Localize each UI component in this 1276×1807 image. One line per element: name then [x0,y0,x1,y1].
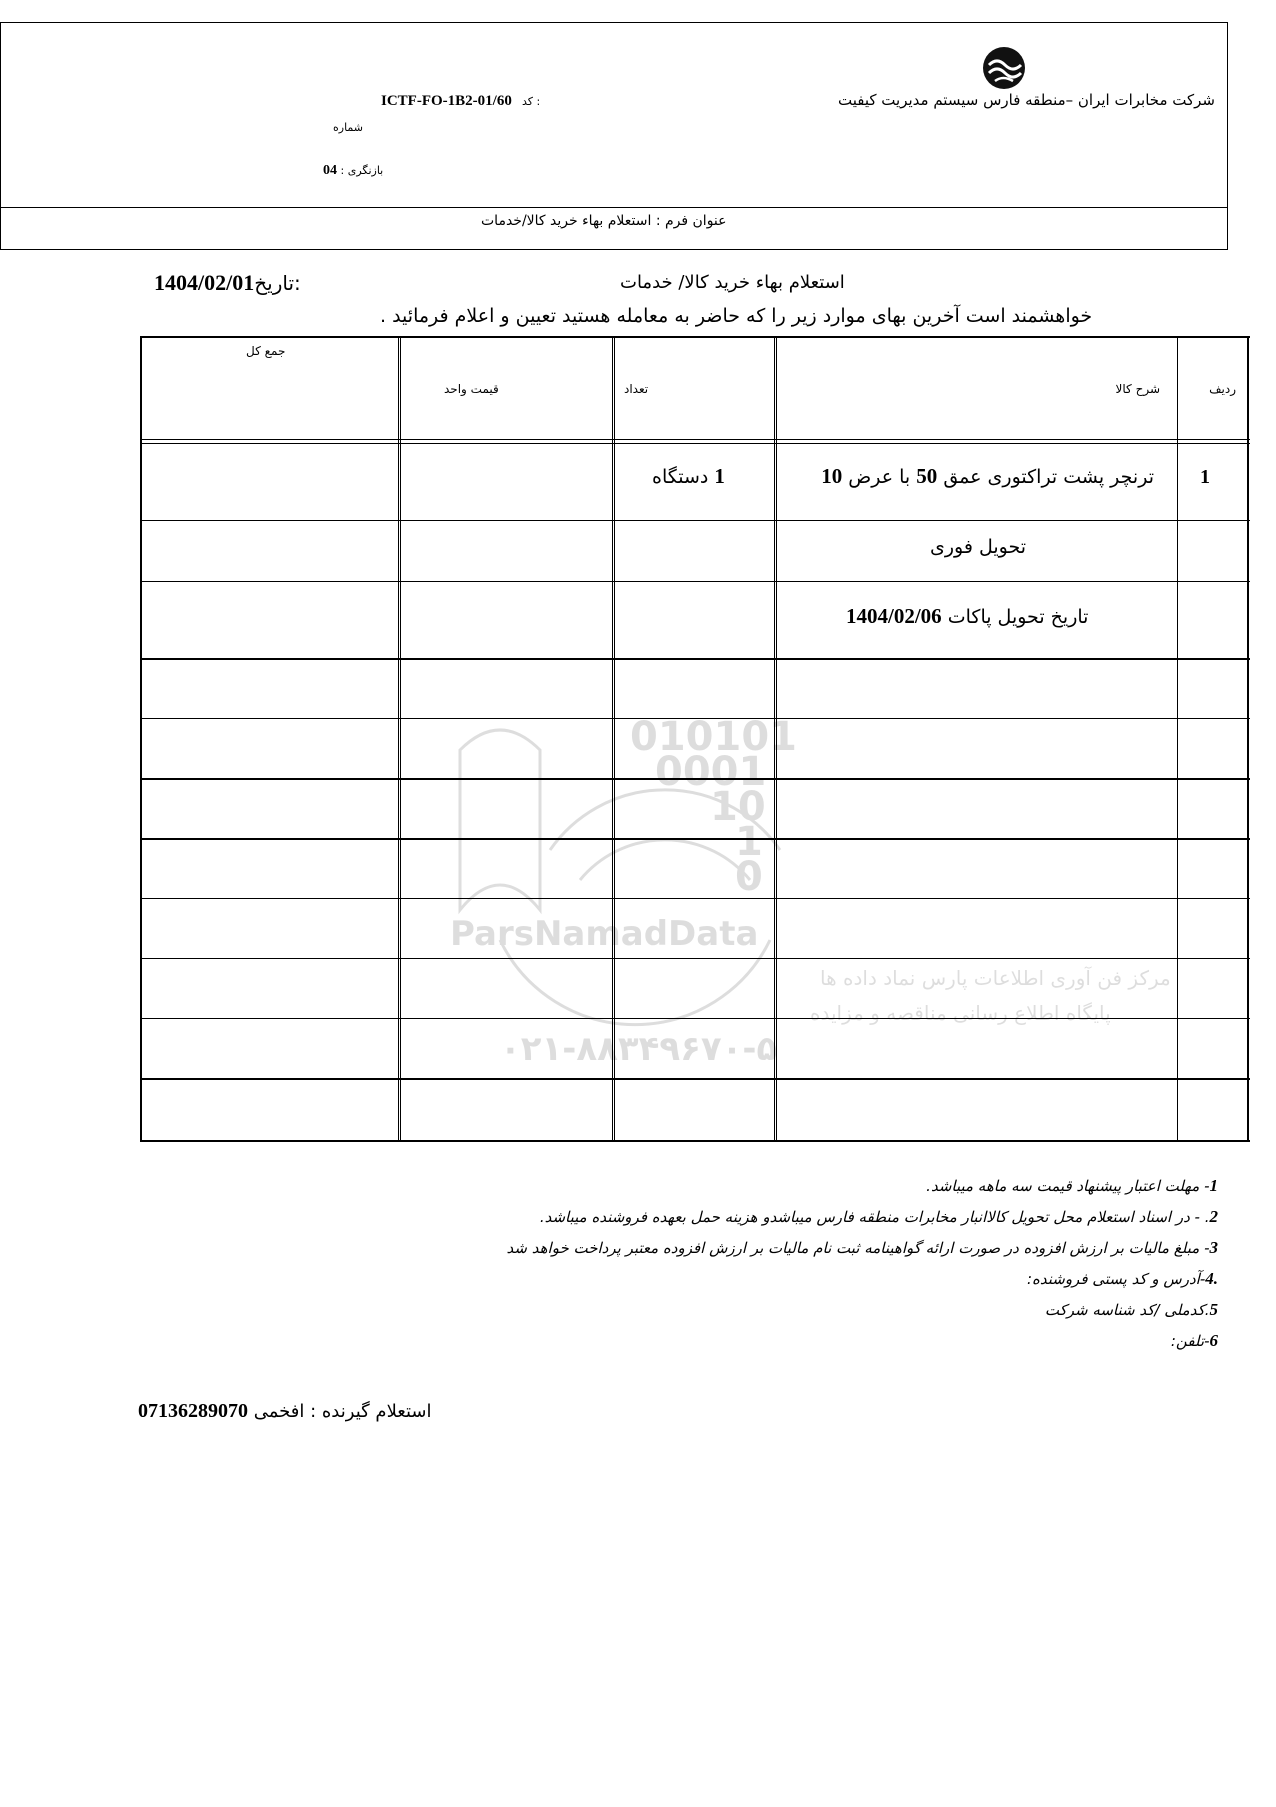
row-3-desc-text: تاریخ تحویل پاکات [947,606,1089,628]
revision-label: بازنگری : [340,164,384,177]
table-row-line [140,1078,1250,1080]
items-table [140,336,1250,1142]
date-value: 1404/02/01 [154,270,255,295]
row-1-desc-text: ترنچر پشت تراکتوری عمق [943,466,1154,488]
row-1-description [821,464,1154,489]
table-col-line [776,336,777,1142]
watermark-line-1: مرکز فن آوری اطلاعات پارس نماد داده ها [820,966,1171,990]
table-col-line [774,336,775,1142]
number-label: شماره [333,121,364,134]
row-2-description: تحویل فوری [930,536,1027,558]
watermark-digits-2: 0001 [655,749,767,795]
company-logo-icon [981,45,1027,91]
recipient-label: استعلام گیرنده : افخمی [253,1401,432,1422]
row-1-qty-unit: دستگاه [652,466,709,488]
table-col-line [614,336,615,1142]
table-row-line [140,520,1250,521]
note-item [338,1263,1218,1294]
revision-value: 04 [323,163,337,178]
table-col-line [1177,336,1178,1142]
note-item [338,1325,1218,1356]
form-header [0,22,1228,250]
date-label: تاریخ: [254,271,301,295]
header-unit-price: قیمت واحد [444,382,499,396]
note-number: 6 [1209,1331,1218,1350]
notes-list [338,1170,1218,1356]
table-row-line [140,336,1250,338]
table-row-line [140,1018,1250,1019]
table-row-line [140,658,1250,660]
note-number: 5 [1209,1300,1218,1319]
watermark-line-2: پایگاه اطلاع رسانی مناقصه و مزایده [810,1001,1111,1025]
date-line [154,270,301,296]
row-3-description [846,604,1088,629]
row-1-width: 10 [821,464,843,488]
note-text: . - در اسناد استعلام محل تحویل کالاانبار مخابرات منطقه فارس میباشدو هزینه حمل بعهده فروشنده میباشد. [539,1208,1210,1226]
table-row-line [140,778,1250,780]
table-col-line [612,336,613,1142]
table-border-right [1247,336,1249,1142]
form-code-value: ICTF-FO-1B2-01/60 [381,93,512,109]
note-number: 2 [1209,1207,1218,1226]
note-text: -تلفن: [1170,1332,1210,1350]
header-total: جمع کل [246,344,286,358]
watermark-brand: ParsNamadData [450,914,759,954]
watermark-digits-4: 1 [735,819,763,865]
note-text: - مبلغ مالیات بر ارزش افزوده در صورت ارائه گواهینامه ثبت نام مالیات بر ارزش افزوده معتبر پرداخت خواهد شد [506,1239,1210,1257]
note-text: .کدملی /کد شناسه شرکت [1044,1301,1210,1319]
table-row-line [140,838,1250,840]
table-row-line [140,718,1250,719]
table-row-line [140,958,1250,959]
note-number: 3 [1209,1238,1218,1257]
note-item [338,1201,1218,1232]
header-description: شرح کالا [1115,382,1160,396]
recipient-phone: 07136289070 [138,1400,248,1422]
note-item [338,1294,1218,1325]
note-item [338,1232,1218,1263]
watermark-phone: ۰۲۱-۸۸۳۴۹۶۷۰-۵ [500,1029,778,1069]
table-col-line [400,336,401,1142]
watermark-digits-1: 010101 [630,714,797,760]
row-1-quantity [652,464,725,489]
table-col-line [398,336,399,1142]
header-quantity: تعداد [624,382,649,396]
table-row-line [140,439,1250,440]
watermark-digits-3: 10 [710,784,766,830]
note-number: 1 [1209,1176,1218,1195]
row-1-desc-mid: با عرض [848,466,911,488]
note-text: - مهلت اعتبار پیشنهاد قیمت سه ماهه میباشد. [926,1177,1210,1195]
table-border-left [140,336,142,1142]
table-row-line [140,443,1250,444]
row-1-depth: 50 [916,464,938,488]
form-title: عنوان فرم : استعلام بهاء خرید کالا/خدمات [481,213,727,229]
revision [323,163,383,179]
company-name: شرکت مخابرات ایران –منطقه فارس سیستم مدیریت کیفیت [838,91,1215,109]
request-text: خواهشمند است آخرین بهای موارد زیر را که حاضر به معامله هستید تعیین و اعلام فرمائید . [380,305,1093,327]
table-row-line [140,898,1250,899]
row-1-number: 1 [1200,466,1210,488]
header-divider [1,207,1227,208]
row-3-date: 1404/02/06 [846,604,942,628]
watermark-digits-5: 0 [735,854,763,900]
table-row-line [140,1140,1250,1142]
document-title: استعلام بهاء خرید کالا/ خدمات [620,272,845,293]
table-row-line [140,581,1250,582]
form-code [381,93,540,110]
recipient-line [138,1400,432,1423]
note-text: -آدرس و کد پستی فروشنده: [1026,1270,1206,1288]
header-row-number: ردیف [1209,382,1236,396]
note-item [338,1170,1218,1201]
note-number: .4 [1205,1269,1218,1288]
form-code-label: کد : [521,95,541,108]
row-1-qty-number: 1 [714,464,725,488]
